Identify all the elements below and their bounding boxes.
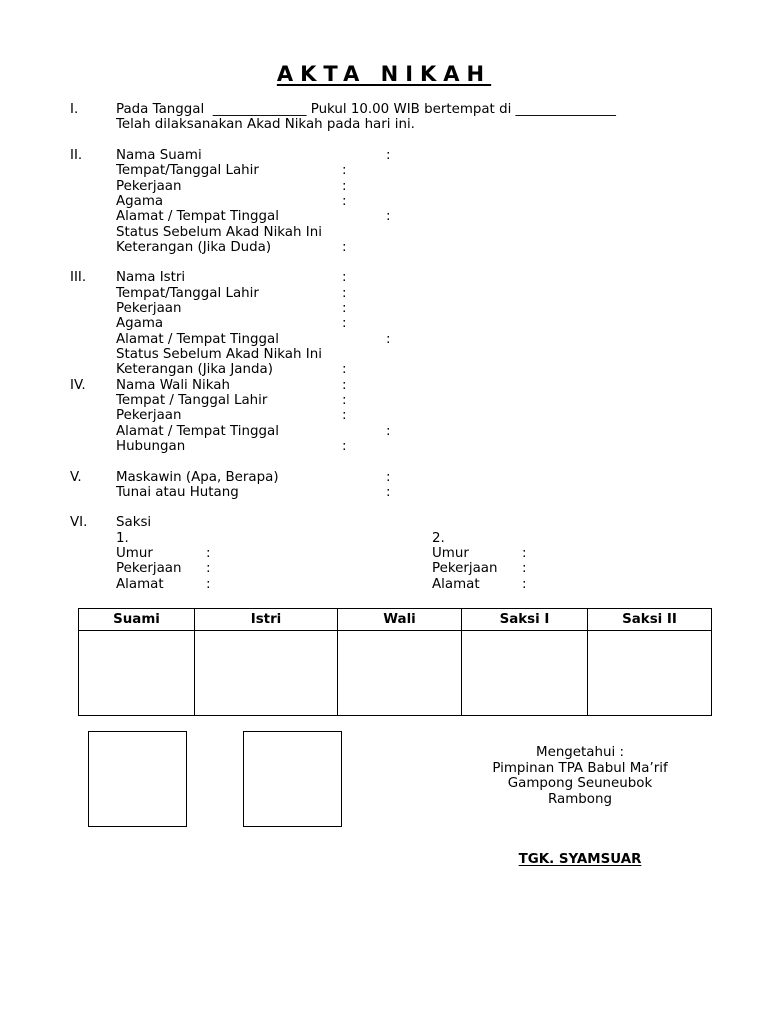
colon: : <box>342 194 347 209</box>
approval-line: Pimpinan TPA Babul Ma’rif <box>492 760 668 776</box>
colon: : <box>342 270 347 285</box>
approval-line: Rambong <box>548 791 612 807</box>
colon: : <box>342 163 347 178</box>
colon: : <box>206 577 211 592</box>
colon: : <box>342 362 347 377</box>
signature-cell-witness-1 <box>462 631 588 716</box>
colon: : <box>342 378 347 393</box>
approval-line: Mengetahui : <box>536 745 624 760</box>
witness-1-occupation-label: Pekerjaan <box>116 561 182 576</box>
wife-address-label: Alamat / Tempat Tinggal <box>116 332 279 347</box>
photo-box-1 <box>88 731 187 827</box>
colon: : <box>342 179 347 194</box>
dowry-label: Maskawin (Apa, Berapa) <box>116 470 279 485</box>
wife-birth-label: Tempat/Tanggal Lahir <box>116 286 259 301</box>
guardian-occupation-label: Pekerjaan <box>116 408 182 423</box>
wife-name-label: Nama Istri <box>116 270 186 285</box>
wife-status-label: Status Sebelum Akad Nikah Ini <box>116 347 322 362</box>
signature-header-husband: Suami <box>79 609 195 631</box>
guardian-relation-label: Hubungan <box>116 439 186 454</box>
section-3-number: III. <box>70 270 87 285</box>
wife-religion-label: Agama <box>116 316 164 331</box>
signer-name: TGK. SYAMSUAR <box>518 852 642 867</box>
husband-religion-label: Agama <box>116 194 164 209</box>
colon: : <box>386 470 391 485</box>
husband-occupation-label: Pekerjaan <box>116 179 182 194</box>
witness-2-occupation-label: Pekerjaan <box>432 561 498 576</box>
witness-heading: Saksi <box>116 515 152 530</box>
witness-1-number: 1. <box>116 531 129 546</box>
witness-1-age-label: Umur <box>116 546 153 561</box>
witness-2-age-label: Umur <box>432 546 469 561</box>
colon: : <box>342 301 347 316</box>
guardian-name-label: Nama Wali Nikah <box>116 378 230 393</box>
signature-cell-husband <box>79 631 195 716</box>
colon: : <box>522 577 527 592</box>
colon: : <box>386 148 391 163</box>
section-5-number: V. <box>70 470 82 485</box>
husband-birth-label: Tempat/Tanggal Lahir <box>116 163 259 178</box>
section-6-number: VI. <box>70 515 88 530</box>
witness-1-address-label: Alamat <box>116 577 164 592</box>
colon: : <box>342 408 347 423</box>
signature-cell-witness-2 <box>588 631 712 716</box>
colon: : <box>386 332 391 347</box>
section-1-line-1: Pada Tanggal ______________ Pukul 10.00 WIB bertempat di _______________ <box>116 102 616 117</box>
colon: : <box>342 316 347 331</box>
wife-note-label: Keterangan (Jika Janda) <box>116 362 273 377</box>
husband-address-label: Alamat / Tempat Tinggal <box>116 209 279 224</box>
photo-box-2 <box>243 731 342 827</box>
signature-cell-guardian <box>338 631 462 716</box>
colon: : <box>386 424 391 439</box>
husband-note-label: Keterangan (Jika Duda) <box>116 240 272 255</box>
section-1-number: I. <box>70 102 79 117</box>
colon: : <box>342 393 347 408</box>
colon: : <box>522 561 527 576</box>
wife-occupation-label: Pekerjaan <box>116 301 182 316</box>
approval-block <box>450 745 710 807</box>
guardian-birth-label: Tempat / Tanggal Lahir <box>116 393 268 408</box>
section-2-number: II. <box>70 148 83 163</box>
colon: : <box>206 561 211 576</box>
colon: : <box>342 240 347 255</box>
signature-table <box>78 608 712 716</box>
signature-header-witness-2: Saksi II <box>588 609 712 631</box>
colon: : <box>206 546 211 561</box>
colon: : <box>386 485 391 500</box>
section-4-number: IV. <box>70 378 86 393</box>
document-title: AKTA NIKAH <box>276 62 492 86</box>
husband-name-label: Nama Suami <box>116 148 202 163</box>
colon: : <box>342 286 347 301</box>
payment-label: Tunai atau Hutang <box>116 485 239 500</box>
section-1-line-2: Telah dilaksanakan Akad Nikah pada hari ini. <box>116 117 415 132</box>
signature-cell-wife <box>195 631 338 716</box>
guardian-address-label: Alamat / Tempat Tinggal <box>116 424 279 439</box>
signature-header-wife: Istri <box>195 609 338 631</box>
signature-header-guardian: Wali <box>338 609 462 631</box>
approval-line: Gampong Seuneubok <box>507 776 653 791</box>
husband-status-label: Status Sebelum Akad Nikah Ini <box>116 225 322 240</box>
colon: : <box>522 546 527 561</box>
witness-2-number: 2. <box>432 531 445 546</box>
signature-header-witness-1: Saksi I <box>462 609 588 631</box>
colon: : <box>386 209 391 224</box>
colon: : <box>342 439 347 454</box>
witness-2-address-label: Alamat <box>432 577 480 592</box>
